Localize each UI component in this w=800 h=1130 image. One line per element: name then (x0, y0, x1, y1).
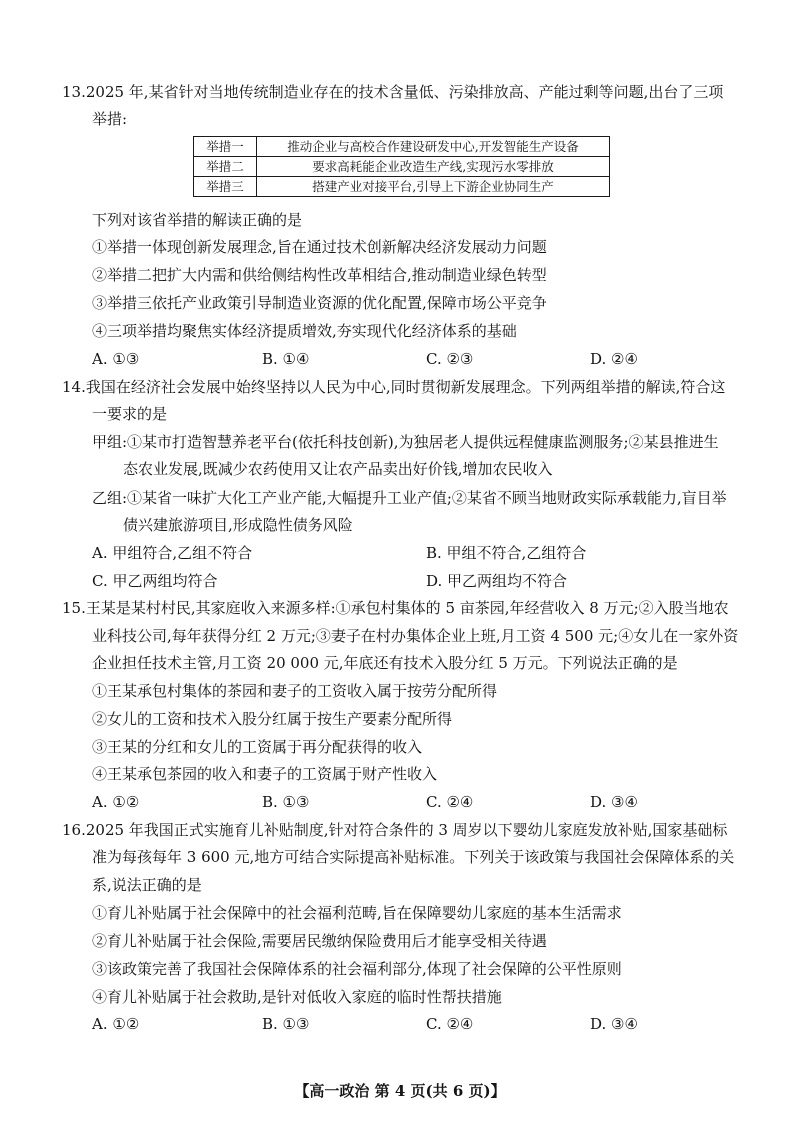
q16-option-d[interactable]: D. ③④ (590, 1015, 638, 1033)
table-row (194, 157, 610, 177)
q14-group-yi-line2: 债兴建旅游项目,形成隐性债务风险 (123, 516, 353, 534)
q15-stem-line1: 15.王某是某村村民,其家庭收入来源多样:①承包村集体的 5 亩茶园,年经营收入 8 万元;②入股当地农 (62, 599, 729, 617)
q16-item-3: ③该政策完善了我国社会保障体系的社会福利部分,体现了社会保障的公平性原则 (92, 960, 622, 978)
q13-measures-table (193, 136, 610, 197)
q15-option-c[interactable]: C. ②④ (426, 793, 474, 811)
table-row (194, 177, 610, 197)
q13-stem-line2: 举措: (92, 110, 128, 128)
q15-item-2: ②女儿的工资和技术入股分红属于按生产要素分配所得 (92, 710, 453, 728)
q14-stem-line1: 14.我国在经济社会发展中始终坚持以人民为中心,同时贯彻新发展理念。下列两组举措的解读,符合这 (62, 378, 726, 396)
q14-stem-line2: 一要求的是 (92, 405, 168, 423)
q14-group-jia-line1: 甲组:①某市打造智慧养老平台(依托科技创新),为独居老人提供远程健康监测服务;②某县推进生 (92, 433, 719, 451)
measure-key: 举措一 (194, 137, 257, 157)
q13-prompt: 下列对该省举措的解读正确的是 (92, 211, 303, 229)
q13-option-b[interactable]: B. ①④ (262, 350, 310, 368)
q13-option-c[interactable]: C. ②③ (426, 350, 474, 368)
q13-option-a[interactable]: A. ①③ (92, 350, 140, 368)
q15-option-a[interactable]: A. ①② (92, 793, 140, 811)
q16-item-4: ④育儿补贴属于社会救助,是针对低收入家庭的临时性帮扶措施 (92, 988, 502, 1006)
q14-option-a[interactable]: A. 甲组符合,乙组不符合 (92, 544, 253, 562)
measure-value: 推动企业与高校合作建设研发中心,开发智能生产设备 (257, 137, 610, 157)
q16-stem-line3: 系,说法正确的是 (92, 876, 202, 894)
q14-group-jia-line2: 态农业发展,既减少农药使用又让农产品卖出好价钱,增加农民收入 (123, 460, 553, 478)
q16-item-1: ①育儿补贴属于社会保障中的社会福利范畴,旨在保障婴幼儿家庭的基本生活需求 (92, 904, 622, 922)
q14-option-c[interactable]: C. 甲乙两组均符合 (92, 572, 218, 590)
q13-item-3: ③举措三依托产业政策引导制造业资源的优化配置,保障市场公平竞争 (92, 294, 547, 312)
q15-stem-line3: 企业担任技术主管,月工资 20 000 元,年底还有技术入股分红 5 万元。下列说法正确的是 (92, 654, 678, 672)
page-footer: 【高一政治 第 4 页(共 6 页)】 (294, 1082, 506, 1100)
q16-item-2: ②育儿补贴属于社会保险,需要居民缴纳保险费用后才能享受相关待遇 (92, 932, 547, 950)
q16-stem-line2: 准为每孩每年 3 600 元,地方可结合实际提高补贴标准。下列关于该政策与我国社会保障体系的关 (92, 848, 735, 866)
q15-item-4: ④王某承包茶园的收入和妻子的工资属于财产性收入 (92, 765, 438, 783)
q13-option-d[interactable]: D. ②④ (590, 350, 638, 368)
q15-item-3: ③王某的分红和女儿的工资属于再分配获得的收入 (92, 738, 423, 756)
measure-key: 举措三 (194, 177, 257, 197)
q15-stem-line2: 业科技公司,每年获得分红 2 万元;③妻子在村办集体企业上班,月工资 4 500 元;④女儿在一家外资 (92, 627, 739, 645)
q16-option-c[interactable]: C. ②④ (426, 1015, 474, 1033)
q16-stem-line1: 16.2025 年我国正式实施育儿补贴制度,针对符合条件的 3 周岁以下婴幼儿家庭发放补贴,国家基础标 (62, 821, 728, 839)
q16-option-a[interactable]: A. ①② (92, 1015, 140, 1033)
measure-key: 举措二 (194, 157, 257, 177)
table-row (194, 137, 610, 157)
q15-option-d[interactable]: D. ③④ (590, 793, 638, 811)
q14-option-b[interactable]: B. 甲组不符合,乙组符合 (426, 544, 587, 562)
measure-value: 搭建产业对接平台,引导上下游企业协同生产 (257, 177, 610, 197)
q14-option-d[interactable]: D. 甲乙两组均不符合 (426, 572, 568, 590)
q16-option-b[interactable]: B. ①③ (262, 1015, 310, 1033)
q15-option-b[interactable]: B. ①③ (262, 793, 310, 811)
q13-stem-line1: 13.2025 年,某省针对当地传统制造业存在的技术含量低、污染排放高、产能过剩等问题,出台了三项 (62, 83, 724, 101)
q13-item-4: ④三项举措均聚焦实体经济提质增效,夯实现代化经济体系的基础 (92, 322, 517, 340)
q14-group-yi-line1: 乙组:①某省一味扩大化工产业产能,大幅提升工业产值;②某省不顾当地财政实际承载能力,盲目举 (92, 489, 727, 507)
q13-item-2: ②举措二把扩大内需和供给侧结构性改革相结合,推动制造业绿色转型 (92, 266, 547, 284)
q15-item-1: ①王某承包村集体的茶园和妻子的工资收入属于按劳分配所得 (92, 682, 498, 700)
measure-value: 要求高耗能企业改造生产线,实现污水零排放 (257, 157, 610, 177)
q13-item-1: ①举措一体现创新发展理念,旨在通过技术创新解决经济发展动力问题 (92, 238, 547, 256)
